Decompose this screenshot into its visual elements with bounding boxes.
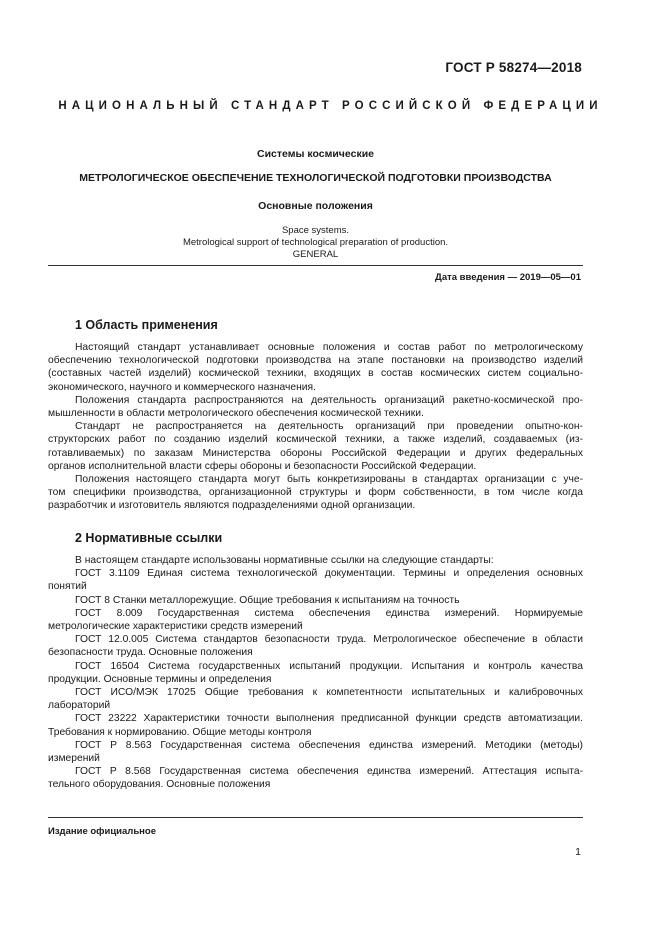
text-line: структорских работ по созданию изделий космической техники, а также изделий, создаваемых (из- <box>48 434 583 446</box>
standard-number: ГОСТ Р 58274—2018 <box>445 60 582 75</box>
reference-line: Требования к нормированию. Общие методы контроля <box>48 726 312 738</box>
reference-line: безопасности труда. Основные положения <box>48 647 253 659</box>
official-edition-note: Издание официальное <box>48 826 156 837</box>
reference-line: продукции. Основные термины и определения <box>48 673 272 685</box>
system-name: Системы космические <box>256 148 374 160</box>
section-1-body <box>48 341 583 513</box>
national-standard-banner: НАЦИОНАЛЬНЫЙ СТАНДАРТ РОССИЙСКОЙ ФЕДЕРАЦИИ <box>58 100 603 112</box>
reference-line: ГОСТ Р 8.563 Государственная система обеспечения единства измерений. Методики (методы) <box>75 739 583 751</box>
section-2-body <box>48 554 583 792</box>
title-divider <box>48 265 583 266</box>
reference-line: ГОСТ 8 Станки металлорежущие. Общие требования к испытаниям на точность <box>75 594 460 606</box>
english-title-line: GENERAL <box>292 249 339 260</box>
text-line: готавливаемых) по заказам Министерства обороны Российской Федерации и других федеральных <box>48 447 583 459</box>
text-line: разработчик и изготовитель являются подразделениями одной организации. <box>48 500 416 512</box>
reference-line: метрологические характеристики средств измерений <box>48 621 303 633</box>
text-line: обеспечению технологической подготовки производства на этапе постановки на производство изделий <box>48 355 583 367</box>
reference-line: ГОСТ 16504 Система государственных испытаний продукции. Испытания и контроль качества <box>75 660 583 672</box>
text-line: В настоящем стандарте использованы нормативные ссылки на следующие стандарты: <box>75 555 494 566</box>
reference-line: ГОСТ Р 8.568 Государственная система обеспечения единства измерений. Аттестация испыта- <box>75 766 583 778</box>
reference-line: измерений <box>48 753 100 765</box>
text-line: Положения настоящего стандарта могут быть конкретизированы в стандартах организации с уче- <box>75 474 583 486</box>
document-subtitle: Основные положения <box>258 200 373 212</box>
reference-line: ГОСТ 23222 Характеристики точности выполнения предписанной функции средств автоматизации. <box>75 713 583 725</box>
text-line: Настоящий стандарт устанавливает основные положения и состав работ по метрологическому <box>75 342 583 353</box>
text-line: органов исполнительной власти сферы обороны и безопасности Российской Федерации. <box>48 460 477 472</box>
text-line: том специфики производства, организационной структуры и форм собственности, в том числе когда <box>48 487 583 499</box>
introduction-date: Дата введения — 2019—05—01 <box>435 272 581 283</box>
text-line: мышленности в области метрологического обеспечения космической техники. <box>48 408 424 420</box>
page-number: 1 <box>575 846 581 858</box>
document-title: МЕТРОЛОГИЧЕСКОЕ ОБЕСПЕЧЕНИЕ ТЕХНОЛОГИЧЕСКОЙ ПОДГОТОВКИ ПРОИЗВОДСТВА <box>79 172 552 184</box>
english-title-line: Space systems. <box>281 225 350 236</box>
text-line: Положения стандарта распространяются на деятельность организаций ракетно-космической про- <box>75 394 583 406</box>
section-1-heading: 1 Область применения <box>75 318 218 332</box>
english-title-line: Metrological support of technological preparation of production. <box>182 237 449 248</box>
section-2-heading: 2 Нормативные ссылки <box>75 531 223 545</box>
reference-line: ГОСТ 12.0.005 Система стандартов безопасности труда. Метрологическое обеспечение в области <box>75 634 583 646</box>
reference-line: ГОСТ 3.1109 Единая система технологической документации. Термины и определения основных <box>75 568 583 580</box>
reference-line: тельного оборудования. Основные положения <box>48 779 271 791</box>
english-title <box>50 225 581 261</box>
reference-line: понятий <box>48 581 87 593</box>
text-line: экономического, научного и коммерческого назначения. <box>48 381 316 393</box>
reference-line: ГОСТ ИСО/МЭК 17025 Общие требования к компетентности испытательных и калибровочных <box>75 687 583 699</box>
text-line: (составных частей изделий) космической техники, входящих в состав космических систем социально- <box>48 368 583 380</box>
reference-line: лабораторий <box>48 700 111 712</box>
reference-line: ГОСТ 8.009 Государственная система обеспечения единства измерений. Нормируемые <box>75 607 583 619</box>
footer-divider <box>48 817 583 818</box>
text-line: Стандарт не распространяется на деятельность организаций при проведении опытно-кон- <box>75 421 583 433</box>
